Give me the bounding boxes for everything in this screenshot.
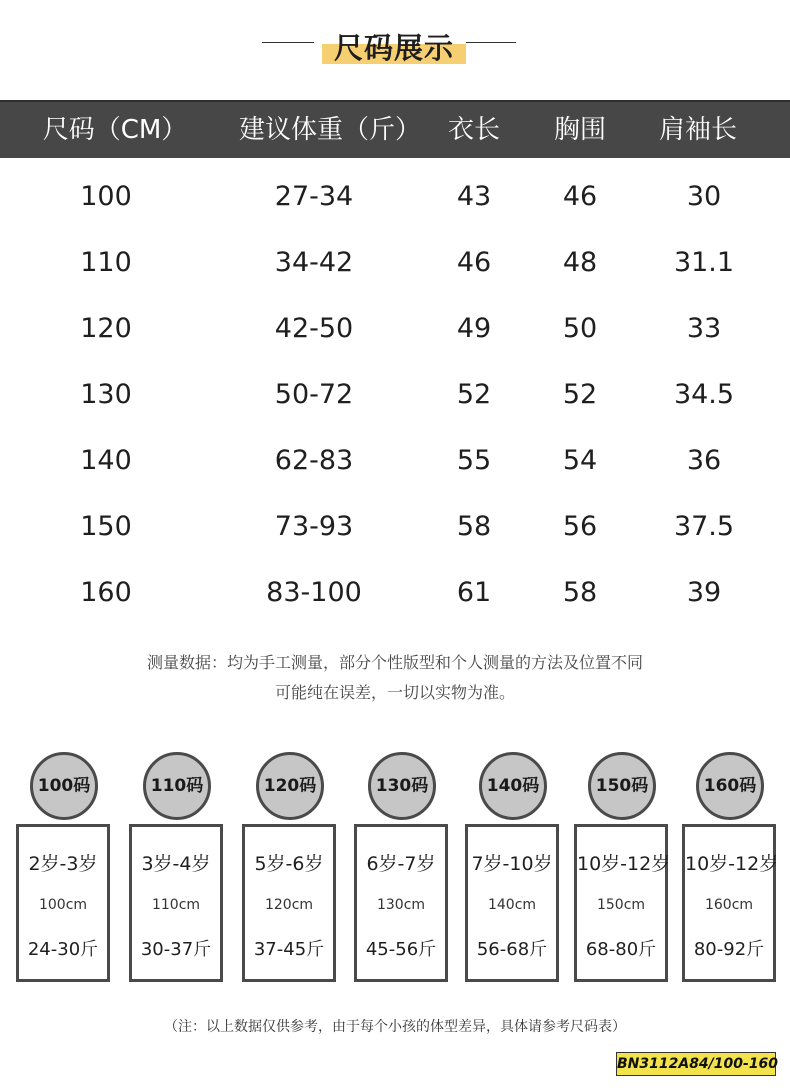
size-card: [465, 752, 561, 984]
cell-sleeve: 37.5: [673, 511, 735, 542]
cell-chest: 50: [562, 313, 598, 344]
cell-size: 140: [80, 445, 132, 476]
cell-length: 61: [456, 577, 492, 608]
cell-length: 46: [456, 247, 492, 278]
cell-chest: 52: [562, 379, 598, 410]
size-card: [16, 752, 112, 984]
footnote: （注：以上数据仅供参考，由于每个小孩的体型差异，具体请参考尺码表）: [164, 1019, 626, 1035]
cell-size: 150: [80, 511, 132, 542]
cell-length: 52: [456, 379, 492, 410]
size-card: [242, 752, 338, 984]
size-card-box: [354, 824, 448, 982]
cell-chest: 46: [562, 181, 598, 212]
cell-length: 43: [456, 181, 492, 212]
title-divider-right: [466, 42, 516, 43]
cell-chest: 54: [562, 445, 598, 476]
measurement-note-line2: 可能纯在误差，一切以实物为准。: [274, 683, 515, 702]
size-card: [682, 752, 778, 984]
table-row: [0, 428, 790, 494]
cell-sleeve: 31.1: [673, 247, 735, 278]
header-chest: 胸围: [553, 115, 606, 145]
card-weight: 68-80斤: [585, 939, 657, 960]
card-weight: 37-45斤: [253, 939, 325, 960]
cell-chest: 48: [562, 247, 598, 278]
card-height: 120cm: [264, 897, 314, 913]
size-badge: 100码: [30, 752, 98, 820]
card-height: 100cm: [38, 897, 88, 913]
cell-weight: 73-93: [274, 511, 354, 542]
size-badge: 130码: [368, 752, 436, 820]
sku-badge: BN3112A84/100-160: [616, 1052, 776, 1076]
cell-weight: 50-72: [274, 379, 354, 410]
cell-chest: 56: [562, 511, 598, 542]
cell-length: 58: [456, 511, 492, 542]
table-row: [0, 362, 790, 428]
cell-length: 55: [456, 445, 492, 476]
cell-sleeve: 33: [686, 313, 722, 344]
card-age: 10岁-12岁: [577, 853, 671, 875]
header-sleeve: 肩袖长: [658, 115, 737, 145]
cell-sleeve: 39: [686, 577, 722, 608]
page-title-block: [0, 22, 790, 72]
cell-size: 160: [80, 577, 132, 608]
size-card: [354, 752, 450, 984]
card-age: 3岁-4岁: [141, 853, 211, 875]
cell-weight: 42-50: [274, 313, 354, 344]
cell-weight: 62-83: [274, 445, 354, 476]
size-card: [574, 752, 670, 984]
size-badge: 150码: [588, 752, 656, 820]
card-weight: 24-30斤: [27, 939, 99, 960]
size-card-box: [465, 824, 559, 982]
header-length: 衣长: [447, 115, 500, 145]
card-weight: 80-92斤: [693, 939, 765, 960]
cell-length: 49: [456, 313, 492, 344]
size-badge: 120码: [256, 752, 324, 820]
size-card-box: [16, 824, 110, 982]
card-height: 150cm: [596, 897, 646, 913]
card-height: 160cm: [704, 897, 754, 913]
cell-chest: 58: [562, 577, 598, 608]
size-card-box: [574, 824, 671, 982]
card-height: 140cm: [487, 897, 537, 913]
page-title: 尺码展示: [333, 31, 454, 65]
card-height: 130cm: [376, 897, 426, 913]
cell-weight: 34-42: [274, 247, 354, 278]
cell-sleeve: 30: [686, 181, 722, 212]
header-weight: 建议体重（斤）: [238, 115, 421, 145]
measurement-note-line1: 测量数据：均为手工测量，部分个性版型和个人测量的方法及位置不同: [146, 653, 643, 672]
size-card-box: [682, 824, 779, 982]
cell-size: 100: [80, 181, 132, 212]
cell-weight: 83-100: [266, 577, 362, 608]
card-age: 10岁-12岁: [685, 853, 779, 875]
size-card-box: [242, 824, 336, 982]
card-weight: 45-56斤: [365, 939, 437, 960]
table-row: [0, 296, 790, 362]
card-age: 5岁-6岁: [254, 853, 324, 875]
size-badge: 110码: [143, 752, 211, 820]
size-card: [129, 752, 225, 984]
size-badge: 160码: [696, 752, 764, 820]
header-size: 尺码（CM）: [42, 115, 188, 145]
cell-size: 110: [80, 247, 132, 278]
size-card-box: [129, 824, 223, 982]
table-row: [0, 560, 790, 626]
title-divider-left: [262, 42, 314, 43]
table-row: [0, 494, 790, 560]
card-height: 110cm: [151, 897, 201, 913]
card-weight: 30-37斤: [140, 939, 212, 960]
card-age: 2岁-3岁: [28, 853, 98, 875]
table-row: [0, 230, 790, 296]
size-badge: 140码: [479, 752, 547, 820]
card-weight: 56-68斤: [476, 939, 548, 960]
cell-size: 130: [80, 379, 132, 410]
card-age: 7岁-10岁: [471, 853, 553, 875]
size-table-header: [0, 100, 790, 158]
cell-sleeve: 34.5: [673, 379, 735, 410]
card-age: 6岁-7岁: [366, 853, 436, 875]
cell-weight: 27-34: [274, 181, 354, 212]
table-row: [0, 164, 790, 230]
cell-size: 120: [80, 313, 132, 344]
cell-sleeve: 36: [686, 445, 722, 476]
